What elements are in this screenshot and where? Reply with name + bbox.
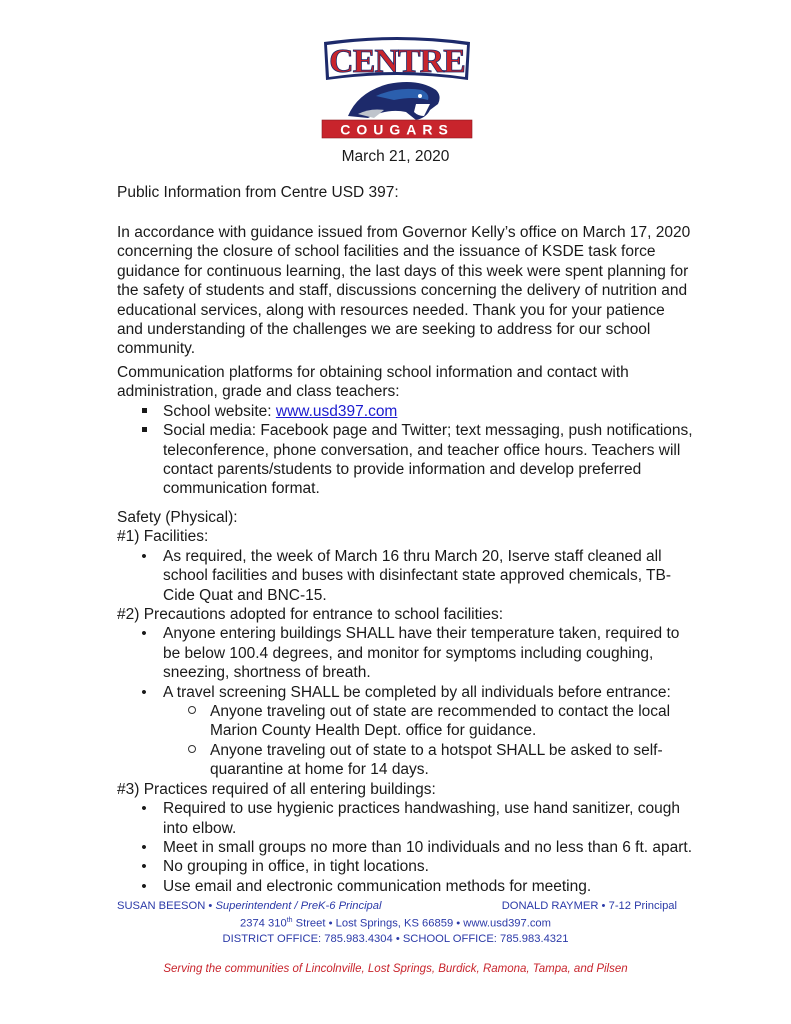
section-1-title: #1) Facilities: bbox=[117, 528, 209, 546]
bullet-icon bbox=[137, 547, 151, 566]
list-item: • Use email and electronic communication methods for meeting. bbox=[117, 877, 697, 896]
greeting-text: Public Information from Centre USD 397: bbox=[117, 184, 399, 201]
travel-sub-list bbox=[117, 702, 697, 780]
letter-date: March 21, 2020 bbox=[341, 148, 450, 165]
safety-heading: Safety (Physical): bbox=[117, 509, 238, 526]
list-item: • A travel screening SHALL be completed by all individuals before entrance: bbox=[117, 683, 697, 702]
section-3-title: #3) Practices required of all entering buildings: bbox=[117, 780, 436, 798]
bullet-icon bbox=[137, 877, 151, 896]
list-item: • Required to use hygienic practices handwashing, use hand sanitizer, cough into elbow. bbox=[117, 799, 697, 838]
bullet-icon bbox=[137, 624, 151, 643]
bullet-icon bbox=[137, 683, 151, 702]
phone-line: DISTRICT OFFICE: 785.983.4304 • SCHOOL OFFICE: 785.983.4321 bbox=[222, 933, 569, 945]
list-item: • Anyone entering buildings SHALL have their temperature taken, required to be below 100.4 degrees, and monitor for symptoms including coughing, sneezing, shortness of breath. bbox=[117, 624, 697, 682]
bullet-icon bbox=[137, 838, 151, 857]
bullet-icon bbox=[137, 857, 151, 876]
section-3-list bbox=[117, 799, 697, 896]
section-2-list bbox=[117, 624, 697, 702]
intro-text: In accordance with guidance issued from Governor Kelly’s office on March 17, 2020 concerning the closure of school facilities and the issuance of KSDE task force guidance for continuous learning, the last days of this week were spent planning for the safety of students and staff, discussions concerning the delivery of nutrition and educational services, along with resources needed. Thank you for your patience and understanding of the challenges we are seeking to address for our school community. bbox=[117, 224, 691, 358]
svg-text:COUGARS: COUGARS bbox=[340, 121, 454, 138]
website-link[interactable]: www.usd397.com bbox=[275, 402, 398, 420]
section-1-list bbox=[117, 547, 697, 605]
sub-list-item: Anyone traveling out of state are recommended to contact the local Marion County Health Dept. office for guidance. bbox=[117, 702, 697, 741]
circle-bullet-icon bbox=[185, 702, 199, 721]
staff-row bbox=[117, 900, 677, 916]
greeting bbox=[117, 183, 687, 202]
list-item: • As required, the week of March 16 thru March 20, Iserve staff cleaned all school facilities and buses with disinfectant state approved chemicals, TB-Cide Quat and BNC-15. bbox=[117, 547, 697, 605]
svg-text:CENTRE: CENTRE bbox=[329, 43, 465, 80]
circle-bullet-icon bbox=[185, 741, 199, 760]
list-item: • Meet in small groups no more than 10 individuals and no less than 6 ft. apart. bbox=[117, 838, 697, 857]
centre-cougars-logo bbox=[318, 34, 476, 140]
communication-list bbox=[117, 402, 697, 499]
safety-section bbox=[117, 508, 697, 896]
intro-paragraph bbox=[117, 223, 692, 359]
principal: DONALD RAYMER • 7-12 Principal bbox=[501, 900, 677, 912]
communication-heading: Communication platforms for obtaining school information and contact with administration, grade and class teachers: bbox=[117, 364, 629, 401]
list-item-website: School website: www.usd397.com bbox=[117, 402, 697, 421]
communication-section bbox=[117, 363, 697, 499]
cougar-logo-icon bbox=[318, 34, 476, 140]
list-item-social-media: Social media: Facebook page and Twitter; text messaging, push notifications, teleconference, phone conversation, and teacher office hours. Teachers will contact parents/students to provide information and develop preferred communication format. bbox=[117, 421, 697, 499]
tagline: Serving the communities of Lincolnville, Lost Springs, Burdick, Ramona, Tampa, and Pilsen bbox=[163, 963, 628, 975]
sub-list-item: Anyone traveling out of state to a hotspot SHALL be asked to self-quarantine at home for 14 days. bbox=[117, 741, 697, 780]
superintendent: SUSAN BEESON • Superintendent / PreK-6 Principal bbox=[117, 900, 382, 912]
square-bullet-icon bbox=[137, 402, 151, 421]
address-line: 2374 310th Street • Lost Springs, KS 66859 • www.usd397.com bbox=[240, 917, 551, 930]
section-2-title: #2) Precautions adopted for entrance to school facilities: bbox=[117, 606, 504, 624]
list-item: • No grouping in office, in tight locations. bbox=[117, 857, 697, 876]
square-bullet-icon bbox=[137, 421, 151, 440]
bullet-icon bbox=[137, 799, 151, 818]
